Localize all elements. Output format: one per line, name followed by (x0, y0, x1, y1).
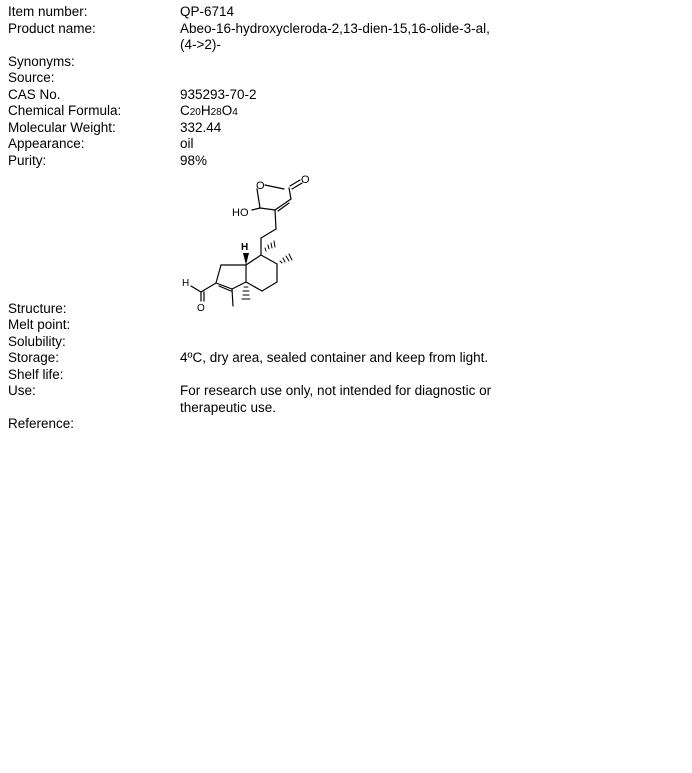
reference-label: Reference: (8, 416, 75, 431)
lactone-bond (289, 188, 291, 199)
purity-value: 98% (180, 153, 208, 168)
chemical-formula-label: Chemical Formula: (8, 103, 122, 118)
ring-bond (232, 282, 246, 289)
aldehyde-hydrogen-label: H (182, 278, 190, 289)
junction-hydrogen-label: H (241, 242, 249, 253)
storage-label: Storage: (8, 350, 60, 365)
formula-o: O (221, 103, 233, 118)
lactone-bond (275, 199, 291, 210)
ring-bond (246, 255, 261, 265)
ring-bond (216, 265, 221, 283)
formula-h-count: 28 (210, 107, 222, 118)
formula-c: C (180, 103, 190, 118)
methyl-bond (232, 289, 233, 306)
product-name-label: Product name: (8, 21, 96, 36)
chemical-structure-image (170, 166, 320, 316)
formula-c-count: 20 (189, 107, 201, 118)
source-label: Source: (8, 70, 55, 85)
ring-bond (261, 255, 277, 264)
formula-h: H (200, 103, 211, 118)
aldehyde-bond (191, 286, 201, 292)
ring-bond (262, 282, 277, 291)
hashed-methyl-bond (242, 287, 250, 299)
ring-oxygen-label: O (256, 180, 265, 192)
ring-bond (246, 282, 262, 291)
aldehyde-bond (201, 283, 216, 292)
purity-label: Purity: (8, 153, 47, 168)
hydroxyl-label: HO (232, 207, 249, 219)
cas-no-value: 935293-70-2 (180, 87, 257, 102)
carbonyl-oxygen-label: O (301, 174, 310, 186)
lactone-bond (265, 185, 284, 189)
appearance-label: Appearance: (8, 136, 85, 151)
chemical-formula-value (180, 103, 238, 121)
side-chain-bond (261, 229, 276, 238)
appearance-value: oil (180, 136, 194, 151)
molecular-weight-value: 332.44 (180, 120, 222, 135)
storage-value: 4ºC, dry area, sealed container and keep from light. (180, 350, 489, 365)
use-value-line2: therapeutic use. (180, 400, 277, 415)
item-number-value: QP-6714 (180, 4, 235, 19)
use-value-line1: For research use only, not intended for diagnostic or (180, 383, 492, 398)
synonyms-label: Synonyms: (8, 54, 75, 69)
molecular-weight-label: Molecular Weight: (8, 120, 116, 135)
formula-o-count: 4 (232, 107, 238, 118)
hashed-methyl-bond (265, 241, 275, 251)
structure-label: Structure: (8, 301, 67, 316)
product-name-value-line1: Abeo-16-hydroxycleroda-2,13-dien-15,16-olide-3-al, (180, 21, 490, 36)
hashed-methyl-bond (280, 254, 292, 263)
melt-point-label: Melt point: (8, 317, 71, 332)
hydroxyl-bond (252, 208, 260, 210)
shelf-life-label: Shelf life: (8, 367, 64, 382)
aldehyde-oxygen-label: O (197, 303, 205, 314)
cas-no-label: CAS No. (8, 87, 61, 102)
item-number-label: Item number: (8, 4, 88, 19)
product-name-value-line2: (4->2)- (180, 37, 221, 52)
use-label: Use: (8, 383, 36, 398)
side-chain-bond (275, 210, 276, 229)
lactone-bond (260, 208, 275, 210)
solubility-label: Solubility: (8, 334, 66, 349)
